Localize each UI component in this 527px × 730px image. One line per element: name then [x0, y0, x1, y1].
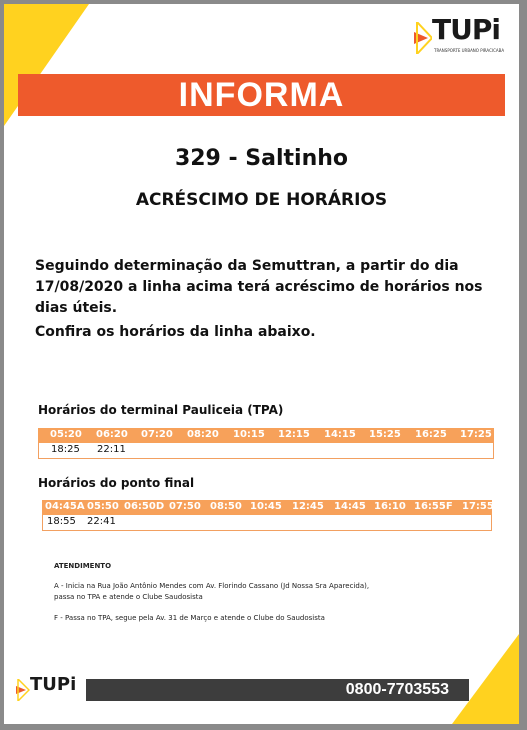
schedule-terminal-row2	[38, 443, 494, 459]
note-a-line2: passa no TPA e atende o Clube Saudosista	[54, 593, 203, 601]
time-cell: 17:55	[462, 501, 494, 512]
time-cell: 12:15	[278, 429, 310, 440]
paragraph-line-3: dias úteis.	[35, 300, 118, 316]
time-cell: 15:25	[369, 429, 401, 440]
time-cell: 18:25	[51, 444, 80, 455]
logo-arrow-icon	[414, 22, 432, 54]
time-cell: 22:41	[87, 516, 116, 527]
paragraph-line-2: 17/08/2020 a linha acima terá acréscimo de horários nos	[35, 279, 483, 295]
time-cell: 17:25	[460, 429, 492, 440]
time-cell: 22:11	[97, 444, 126, 455]
time-cell: 08:50	[210, 501, 242, 512]
phone-number: 0800-7703553	[345, 681, 449, 698]
time-cell: 18:55	[47, 516, 76, 527]
time-cell: 14:45	[334, 501, 366, 512]
confira-text: Confira os horários da linha abaixo.	[35, 324, 316, 340]
time-cell: 10:15	[233, 429, 265, 440]
time-cell: 07:20	[141, 429, 173, 440]
schedule-terminal-row1	[38, 428, 494, 443]
time-cell: 06:50D	[124, 501, 165, 512]
brand-logo-top	[414, 13, 514, 56]
time-cell: 12:45	[292, 501, 324, 512]
paragraph-line-1: Seguindo determinação da Semuttran, a partir do dia	[35, 258, 459, 274]
schedule-terminal-title: Horários do terminal Pauliceia (TPA)	[38, 403, 284, 417]
time-cell: 16:10	[374, 501, 406, 512]
logo-arrow-icon	[16, 679, 30, 701]
time-cell: 14:15	[324, 429, 356, 440]
notice-sheet	[4, 4, 519, 724]
time-cell: 06:20	[96, 429, 128, 440]
note-f: F - Passa no TPA, segue pela Av. 31 de Março e atende o Clube do Saudosista	[54, 614, 325, 622]
brand-logo-bottom	[16, 676, 86, 704]
time-cell: 10:45	[250, 501, 282, 512]
time-cell: 05:50	[87, 501, 119, 512]
subtitle: ACRÉSCIMO DE HORÁRIOS	[135, 190, 388, 210]
announcement-paragraph	[35, 256, 485, 319]
time-cell: 04:45A	[45, 501, 85, 512]
line-title: 329 - Saltinho	[174, 146, 349, 171]
brand-name: TUPi	[30, 674, 77, 695]
schedule-final-title: Horários do ponto final	[38, 476, 195, 490]
notes-heading: ATENDIMENTO	[54, 562, 112, 570]
time-cell: 08:20	[187, 429, 219, 440]
time-cell: 16:25	[415, 429, 447, 440]
brand-tagline: TRANSPORTE URBANO PIRACICABA	[434, 48, 505, 53]
time-cell: 16:55F	[414, 501, 453, 512]
note-a-line1: A - Inicia na Rua João Antônio Mendes com Av. Florindo Cassano (Jd Nossa Sra Aparecida),	[54, 582, 370, 590]
brand-name: TUPi	[432, 13, 500, 46]
time-cell: 05:20	[50, 429, 82, 440]
schedule-final-row1	[42, 500, 492, 515]
schedule-final-row2	[42, 515, 492, 531]
time-cell: 07:50	[169, 501, 201, 512]
footer-bar	[86, 679, 469, 701]
informa-banner: INFORMA	[18, 74, 505, 116]
